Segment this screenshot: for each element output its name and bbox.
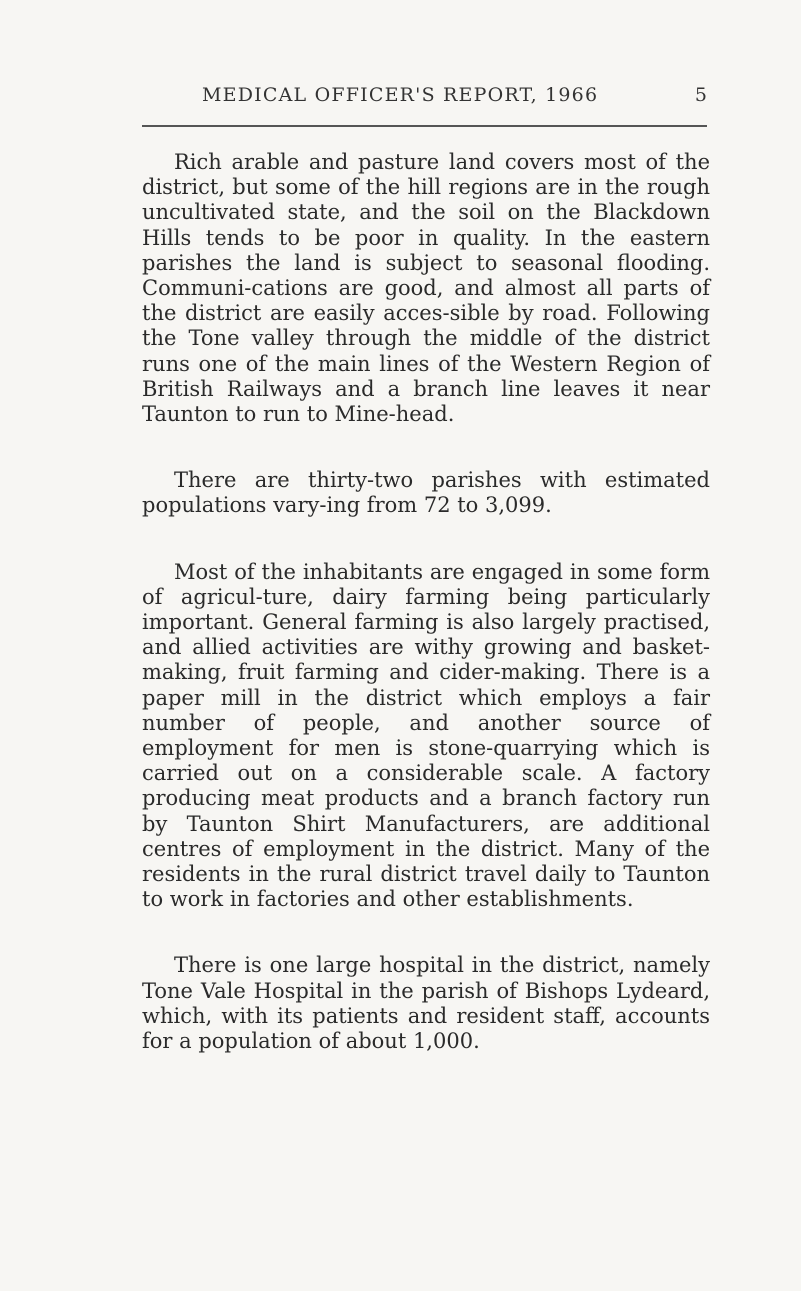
body-text	[142, 150, 710, 1095]
header-rule	[142, 125, 707, 127]
header-title: MEDICAL OFFICER'S REPORT, 1966	[202, 84, 599, 106]
paragraph-parishes: There are thirty-two parishes with estimated populations vary-ing from 72 to 3,099.	[142, 468, 710, 518]
page-number: 5	[694, 84, 707, 106]
running-header	[142, 84, 707, 114]
paragraph-employment: Most of the inhabitants are engaged in some form of agricul-ture, dairy farming being particularly important. General farming is also largely practised, and allied activities are withy growing and basket-making, fruit farming and cider-making. There is a paper mill in the district which employs a fair number of people, and another source of employment for men is stone-quarrying which is carried out on a considerable scale. A factory producing meat products and a branch factory run by Taunton Shirt Manufacturers, are additional centres of employment in the district. Many of the residents in the rural district travel daily to Taunton to work in factories and other establishments.	[142, 559, 710, 912]
paragraph-hospital: There is one large hospital in the district, namely Tone Vale Hospital in the parish of Bishops Lydeard, which, with its patients and resident staff, accounts for a population of about 1,000.	[142, 953, 710, 1054]
paragraph-land: Rich arable and pasture land covers most of the district, but some of the hill regions are in the rough uncultivated state, and the soil on the Blackdown Hills tends to be poor in quality. In the eastern parishes the land is subject to seasonal flooding. Communi-cations are good, and almost all parts of the district are easily acces-sible by road. Following the Tone valley through the middle of the district runs one of the main lines of the Western Region of British Railways and a branch line leaves it near Taunton to run to Mine-head.	[142, 150, 710, 427]
